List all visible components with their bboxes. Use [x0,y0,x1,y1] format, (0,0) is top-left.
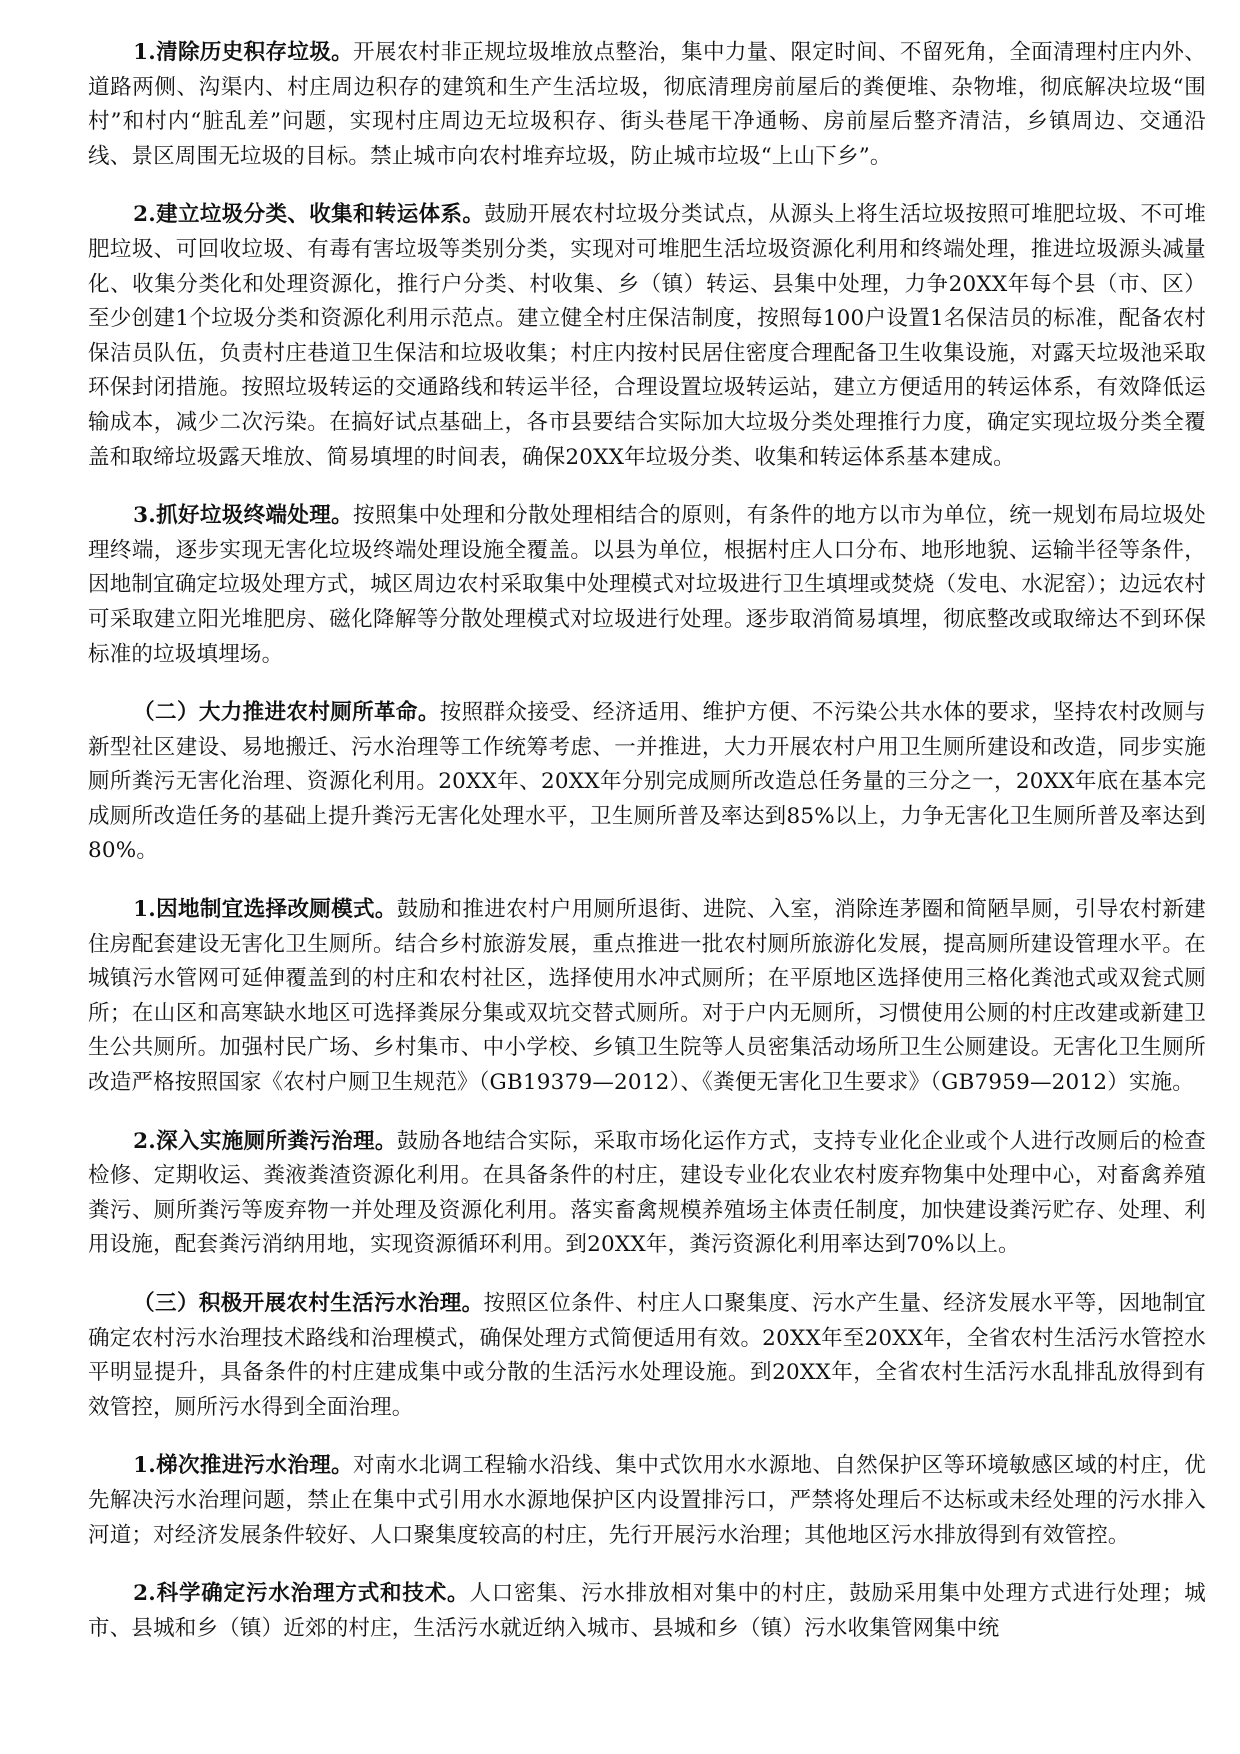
paragraph-body: 开展农村非正规垃圾堆放点整治，集中力量、限定时间、不留死角，全面清理村庄内外、道路两侧、沟渠内、村庄周边积存的建筑和生产生活垃圾，彻底清理房前屋后的粪便堆、杂物堆，彻底解决垃圾“围村”和村内“脏乱差”问题，实现村庄周边无垃圾积存、街头巷尾干净通畅、房前屋后整齐清洁，乡镇周边、交通沿线、景区周围无垃圾的目标。禁止城市向农村堆弃垃圾，防止城市垃圾“上山下乡”。 [88,40,1206,169]
paragraph-body: 鼓励开展农村垃圾分类试点，从源头上将生活垃圾按照可堆肥垃圾、不可堆肥垃圾、可回收垃圾、有毒有害垃圾等类别分类，实现对可堆肥生活垃圾资源化利用和终端处理，推进垃圾源头减量化、收集分类化和处理资源化，推行户分类、村收集、乡（镇）转运、县集中处理，力争20XX年每个县（市、区）至少创建1个垃圾分类和资源化利用示范点。建立健全村庄保洁制度，按照每100户设置1名保洁员的标准，配备农村保洁员队伍，负责村庄巷道卫生保洁和垃圾收集；村庄内按村民居住密度合理配备卫生收集设施，对露天垃圾池采取环保封闭措施。按照垃圾转运的交通路线和转运半径，合理设置垃圾转运站，建立方便适用的转运体系，有效降低运输成本，减少二次污染。在搞好试点基础上，各市县要结合实际加大垃圾分类处理推行力度，确定实现垃圾分类全覆盖和取缔垃圾露天堆放、简易填埋的时间表，确保20XX年垃圾分类、收集和转运体系基本建成。 [88,202,1206,470]
paragraph-heading: 2.建立垃圾分类、收集和转运体系。 [133,202,485,228]
paragraph-heading: 3.抓好垃圾终端处理。 [133,503,354,529]
paragraph-body: 按照集中处理和分散处理相结合的原则，有条件的地方以市为单位，统一规划布局垃圾处理终端，逐步实现无害化垃圾终端处理设施全覆盖。以县为单位，根据村庄人口分布、地形地貌、运输半径等条件，因地制宜确定垃圾处理方式，城区周边农村采取集中处理模式对垃圾进行卫生填埋或焚烧（发电、水泥窑）；边远农村可采取建立阳光堆肥房、磁化降解等分散处理模式对垃圾进行处理。逐步取消简易填埋，彻底整改或取缔达不到环保标准的垃圾填埋场。 [88,503,1206,667]
paragraph-heading: 1.梯次推进污水治理。 [133,1453,354,1479]
paragraph-body: 鼓励各地结合实际，采取市场化运作方式，支持专业化企业或个人进行改厕后的检查检修、定期收运、粪液粪渣资源化利用。在具备条件的村庄，建设专业化农业农村废弃物集中处理中心，对畜禽养殖粪污、厕所粪污等废弃物一并处理及资源化利用。落实畜禽规模养殖场主体责任制度，加快建设粪污贮存、处理、利用设施，配套粪污消纳用地，实现资源循环利用。到20XX年，粪污资源化利用率达到70%以上。 [88,1128,1207,1258]
paragraph-garbage-cleanup [88,36,1206,174]
paragraph-body: 按照区位条件、村庄人口聚集度、污水产生量、经济发展水平等，因地制宜确定农村污水治理技术路线和治理模式，确保处理方式简便适用有效。20XX年至20XX年，全省农村生活污水管控水平明显提升，具备条件的村庄建成集中或分散的生活污水处理设施。到20XX年，全省农村生活污水乱排乱放得到有效管控，厕所污水得到全面治理。 [88,1291,1206,1420]
paragraph-body: 对南水北调工程输水沿线、集中式饮用水水源地、自然保护区等环境敏感区域的村庄，优先解决污水治理问题，禁止在集中式引用水水源地保护区内设置排污口，严禁将处理后不达标或未经处理的污水排入河道；对经济发展条件较好、人口聚集度较高的村庄，先行开展污水治理；其他地区污水排放得到有效管控。 [88,1453,1206,1548]
paragraph-toilet-revolution [88,696,1206,869]
paragraph-heading: 2.科学确定污水治理方式和技术。 [133,1581,470,1607]
paragraph-sewage-treatment [88,1287,1206,1425]
paragraph-body: 鼓励和推进农村户用厕所退街、进院、入室，消除连茅圈和简陋旱厕，引导农村新建住房配套建设无害化卫生厕所。结合乡村旅游发展，重点推进一批农村厕所旅游化发展，提高厕所建设管理水平。在城镇污水管网可延伸覆盖到的村庄和农村社区，选择使用水冲式厕所；在平原地区选择使用三格化粪池式或双瓮式厕所；在山区和高寒缺水地区可选择粪尿分集或双坑交替式厕所。对于户内无厕所，习惯使用公厕的村庄改建或新建卫生公共厕所。加强村民广场、乡村集市、中小学校、乡镇卫生院等人员密集活动场所卫生公厕建设。无害化卫生厕所改造严格按照国家《农村户厕卫生规范》（GB19379—2012）、《粪便无害化卫生要求》（GB7959—2012）实施。 [88,897,1207,1096]
paragraph-toilet-waste-treatment [88,1125,1206,1263]
paragraph-body: 人口密集、污水排放相对集中的村庄，鼓励采用集中处理方式进行处理；城市、县城和乡（镇）近郊的村庄，生活污水就近纳入城市、县城和乡（镇）污水收集管网集中统 [88,1581,1206,1641]
paragraph-garbage-sorting-system [88,198,1206,475]
paragraph-sewage-tiered-approach [88,1449,1206,1553]
paragraph-heading: 1.因地制宜选择改厕模式。 [133,897,397,923]
paragraph-heading: （二）大力推进农村厕所革命。 [133,700,440,726]
paragraph-heading: 2.深入实施厕所粪污治理。 [133,1128,397,1154]
paragraph-garbage-terminal-processing [88,499,1206,672]
paragraph-heading: （三）积极开展农村生活污水治理。 [133,1291,484,1316]
paragraph-heading: 1.清除历史积存垃圾。 [133,40,354,65]
paragraph-sewage-methods [88,1577,1206,1646]
paragraph-body: 按照群众接受、经济适用、维护方便、不污染公共水体的要求，坚持农村改厕与新型社区建设、易地搬迁、污水治理等工作统筹考虑、一并推进，大力开展农村户用卫生厕所建设和改造，同步实施厕所粪污无害化治理、资源化利用。20XX年、20XX年分别完成厕所改造总任务量的三分之一，20XX年底在基本完成厕所改造任务的基础上提升粪污无害化处理水平，卫生厕所普及率达到85%以上，力争无害化卫生厕所普及率达到80%。 [88,700,1206,864]
paragraph-toilet-mode-selection [88,893,1206,1101]
